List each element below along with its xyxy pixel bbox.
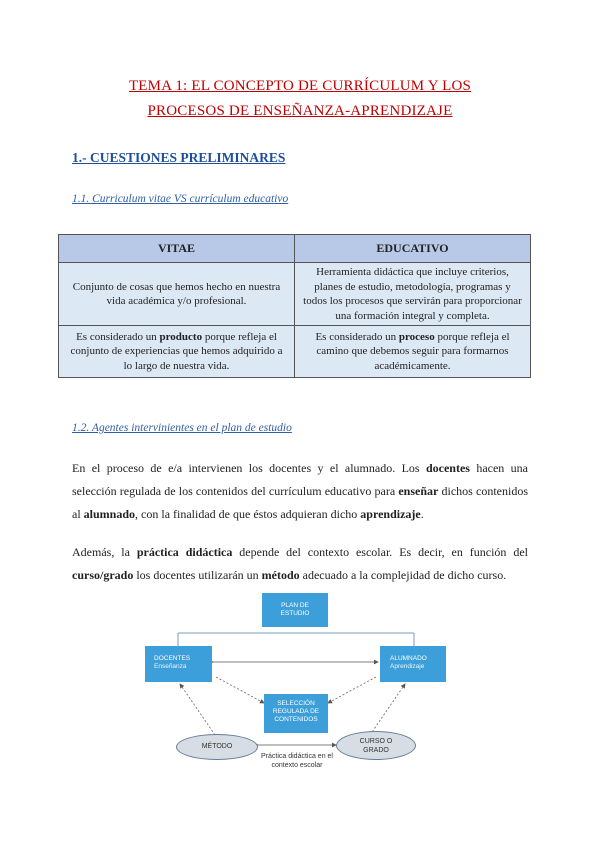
text: Es considerado un <box>76 330 160 343</box>
docentes-label: DOCENTES <box>154 655 191 662</box>
page-title-line-1: TEMA 1: EL CONCEPTO DE CURRÍCULUM Y LOS <box>128 78 472 94</box>
bold-term: enseñar <box>398 484 439 498</box>
text: . <box>420 507 424 521</box>
bold-term: curso/grado <box>72 568 134 582</box>
table-row <box>59 326 531 378</box>
alumnado-sublabel: Aprendizaje <box>390 663 425 670</box>
text: , con la finalidad de que éstos adquieran dicho <box>135 507 361 521</box>
cell-educativo-definition: Herramienta didáctica que incluye criterios, planes de estudio, metodología, programas y todos los procesos que servirán para proporcionar una formación integral y completa. <box>295 263 531 326</box>
curso-label-line-2: GRADO <box>363 747 389 754</box>
arrow-curso-alumnado <box>370 684 405 735</box>
bold-term: aprendizaje <box>360 507 421 521</box>
metodo-label: MÉTODO <box>201 743 233 750</box>
text: porque refleja el camino que debemos seguir para formarnos académicamente. <box>316 330 510 372</box>
curso-label-line-1: CURSO O <box>359 738 393 745</box>
plan-label-line-2: ESTUDIO <box>280 610 310 617</box>
comparison-table <box>58 234 531 378</box>
paragraph-agents <box>72 457 528 526</box>
seleccion-label-line-3: CONTENIDOS <box>274 716 318 723</box>
text: depende del contexto escolar. Es decir, en función del <box>232 545 528 559</box>
text: Además, la <box>72 545 137 559</box>
cell-vitae-product <box>59 326 295 378</box>
seleccion-contenidos-box <box>264 694 328 733</box>
bold-term: docentes <box>425 461 470 475</box>
subsection-heading-1-1: 1.1. Curriculum vitae VS currículum educativo <box>72 193 289 205</box>
page-title-line-2: PROCESOS DE ENSEÑANZA-APRENDIZAJE <box>147 103 453 119</box>
table-header-row <box>59 235 531 263</box>
bold-term: método <box>261 568 300 582</box>
text: porque refleja el conjunto de experiencias que hemos adquirido a lo largo de nuestra vida. <box>70 330 283 372</box>
plan-estudio-box <box>262 593 328 627</box>
arrow-docentes-seleccion <box>216 677 264 703</box>
arrow-metodo-docentes <box>180 684 215 735</box>
paragraph-practice <box>72 541 528 587</box>
docentes-box <box>145 646 212 682</box>
text: adecuado a la complejidad de dicho curso. <box>299 568 507 582</box>
bold-term: proceso <box>398 330 435 343</box>
bold-term: alumnado <box>83 507 136 521</box>
text: hacen una selección regulada de los contenidos del currículum educativo para <box>72 461 528 498</box>
practica-label-line-1: Práctica didáctica en el <box>261 753 333 760</box>
header-vitae: VITAE <box>59 235 295 263</box>
practica-label-line-2: contexto escolar <box>271 762 323 769</box>
seleccion-label-line-1: SELECCIÓN <box>277 700 315 707</box>
header-educativo: EDUCATIVO <box>295 235 531 263</box>
cell-educativo-process <box>295 326 531 378</box>
plan-label-line-1: PLAN DE <box>281 602 309 609</box>
practica-didactica-label <box>244 752 350 770</box>
subsection-heading-1-2: 1.2. Agentes intervinientes en el plan de estudio <box>72 422 292 434</box>
text: En el proceso de e/a intervienen los docentes y el alumnado. Los <box>72 461 426 475</box>
alumnado-label: ALUMNADO <box>390 655 427 662</box>
docentes-sublabel: Enseñanza <box>154 663 187 670</box>
text: los docentes utilizarán un <box>133 568 262 582</box>
bold-term: práctica didáctica <box>136 545 233 559</box>
text: Es considerado un <box>315 330 399 343</box>
text: dichos contenidos al <box>72 484 528 521</box>
section-heading: 1.- CUESTIONES PRELIMINARES <box>72 150 286 165</box>
table-row <box>59 263 531 326</box>
seleccion-label-line-2: REGULADA DE <box>272 708 320 715</box>
alumnado-box <box>380 646 446 682</box>
arrow-alumnado-seleccion <box>328 677 376 703</box>
cell-vitae-definition: Conjunto de cosas que hemos hecho en nuestra vida académica y/o profesional. <box>59 263 295 326</box>
bold-term: producto <box>159 330 203 343</box>
